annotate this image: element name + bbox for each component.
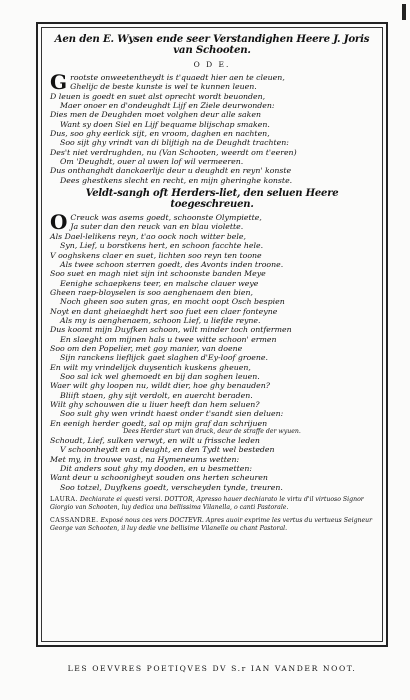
verse-line: Soo sijt ghy vrindt van di blijtigh na de Deughdt trachten: bbox=[60, 138, 289, 148]
verse-line: Soo suet en magh niet sijn int schoonste banden Meye bbox=[50, 269, 266, 279]
text-frame bbox=[36, 22, 388, 647]
commentary-note bbox=[50, 496, 374, 512]
section-heading: Veldt-sangh oft Herders-liet, den seluen Heere toegeschreuen. bbox=[85, 188, 339, 211]
verse-line: Want deur u schoonigheyt souden ons herten scheuren bbox=[50, 473, 268, 483]
verse-line: Met my, in trouwe vast, na Hymeneums wetten: bbox=[50, 454, 240, 464]
ode-label: O D E. bbox=[193, 60, 231, 69]
page-edge-mark bbox=[402, 4, 406, 20]
verse-line: Grootste onweetentheydt is t'quaedt hier aen te cleuen, bbox=[50, 70, 285, 94]
commentary-notes bbox=[50, 496, 374, 533]
verse-line: Soo om den Popelier, met goy manier, van doene bbox=[50, 343, 243, 353]
verse-line: Sijn ranckens lieflijck gaet slaghen d'Ey-loof groene. bbox=[60, 353, 269, 363]
verse-line: En eenigh herder goedt, sal op mijn graf dan schrijuen bbox=[50, 418, 268, 428]
commentary-note bbox=[50, 517, 374, 533]
verse-line: Soo sult ghy wen vrindt haest onder t'sandt sien deluen: bbox=[60, 409, 284, 419]
verse-line: Dees ghestkens slecht en recht, en mijn gheringhe konste. bbox=[60, 175, 293, 185]
verse-line: Gheen raep-bloyselen is soo aenghenaem den bien, bbox=[50, 287, 254, 297]
verse-line: Noyt en dant gheiaeghdt hert soo fuet een claer fonteyne bbox=[50, 306, 278, 316]
verse-line: Maer onoer en d'ondeughdt Lijf en Ziele deurwonden: bbox=[60, 101, 275, 111]
verse-line: Des't niet verdrughden, nu (Van Schooten, weerdt om t'eeren) bbox=[50, 147, 297, 157]
verse-line: Eenighe schaepkens teer, en malsche clauer weye bbox=[60, 278, 259, 288]
verse-line: Wilt ghy schouwen die u liuer heeft dan hem seluen? bbox=[50, 400, 260, 409]
page-footer: LES OEVVRES POETIQVES DV S.r IAN VANDER NOOT. bbox=[67, 664, 357, 673]
verse-line: Syn, Lief, u borstkens hert, en schoon facchte hele. bbox=[60, 241, 264, 251]
verse-line: Schoudt, Lief, sulken verwyt, en wilt u frissche leden bbox=[50, 436, 260, 446]
verse-line: Ja suter dan den reuck van en blau violette. bbox=[70, 222, 244, 232]
verse-line: V schoonheydt en u deught, en den Tydt wel besteden bbox=[60, 445, 275, 455]
verse-line: Als my is aenghenaem, schoon Lief, u liefde reyne. bbox=[60, 315, 261, 325]
verse-line: Als Dael-lelikens reyn, t'ao oock noch witter bele, bbox=[50, 231, 246, 241]
verse-line: Bliift staen, ghy sijt verdolt, en auercht beraden. bbox=[60, 390, 253, 400]
note-text: Exposé nous ces vers DOCTEVR. Apres auoir exprime les vertus du vertueus Seigneur George van Schooten, il luy dedie vne bellisime Vilanelle ou chant Pastoral. bbox=[50, 516, 373, 532]
verse-line: Dus, soo ghy eerlick sijt, en vroom, daghen en nachten, bbox=[50, 129, 270, 139]
verse-line: Dus koomt mijn Duyfken schoon, wilt minder toch ontfermen bbox=[50, 325, 292, 335]
verse-line: Dies men de Deughden moet volghen deur alle saken bbox=[50, 110, 262, 120]
closing-stanza bbox=[50, 436, 374, 492]
verse-line: Ghelijc de beste kunste is wel te kunnen leuen. bbox=[70, 82, 257, 92]
verse-line: V ooghskens claer en suet, lichten soo reyn ten toone bbox=[50, 250, 262, 260]
verse-line: Als twee schoon sterren goedt, des Avonts inden troone. bbox=[60, 259, 284, 269]
speaker-name: CASSANDRE. bbox=[50, 516, 99, 524]
verse-line: Dit anders sout ghy my dooden, en u besmetten: bbox=[60, 464, 253, 474]
speaker-name: LAURA. bbox=[50, 496, 78, 504]
note-text: Dechiarate ei questi versi. DOTTOR, Apresso hauer dechiarato le virtu d'il virtuoso Signor Giorgio van Schooten, luy dedica una bellissima Vilanella, o canti Pastorale. bbox=[50, 496, 364, 512]
verse-line: Waer wilt ghy loopen nu, wildt dier, hoe ghy benauden? bbox=[50, 381, 270, 391]
verse-line: En wilt my vrindelijck duysentich kuskens gheuen, bbox=[50, 362, 251, 372]
verse-line: Noch gheen soo suten gras, en mocht oopt Osch bespien bbox=[60, 297, 285, 307]
drop-cap: O bbox=[50, 210, 68, 235]
verse-line: Soo totzel, Duyfkens goedt, verscheyden tynde, treuren. bbox=[60, 482, 283, 492]
pastoral-song bbox=[50, 210, 374, 428]
verse-line: O Creuck was asems goedt, schoonste Olympiette, bbox=[50, 210, 262, 235]
page-title: Aen den E. Wysen ende seer Verstandighen Heere J. Joris van Schooten. bbox=[54, 33, 370, 56]
verse-line: Om 'Deughdt, ouer al uwen lof wil vermeeren. bbox=[60, 157, 244, 167]
verse-line: Dus onthanghdt danckaerlijc deur u deughdt en reyn' konste bbox=[50, 166, 292, 176]
verse-line: Soo sal ick wel ghemoedt en bij dan soghen leuen. bbox=[60, 371, 260, 381]
verse-line: En slaeght om mijnen hals u twee witte schoon' ermen bbox=[60, 334, 277, 344]
drop-cap: G bbox=[50, 70, 68, 94]
ode-stanza bbox=[50, 70, 374, 185]
verse-line: D leuen is goedt en suet alst oprecht wordt beuonden, bbox=[50, 91, 266, 101]
interlude-line: Dees Herder sturt van druck, deur de straffe der wyuen. bbox=[123, 428, 301, 436]
verse-line: Want sy doen Siel en Lijf bequame blijschap smaken. bbox=[60, 119, 270, 129]
text-frame-inner bbox=[41, 27, 383, 642]
